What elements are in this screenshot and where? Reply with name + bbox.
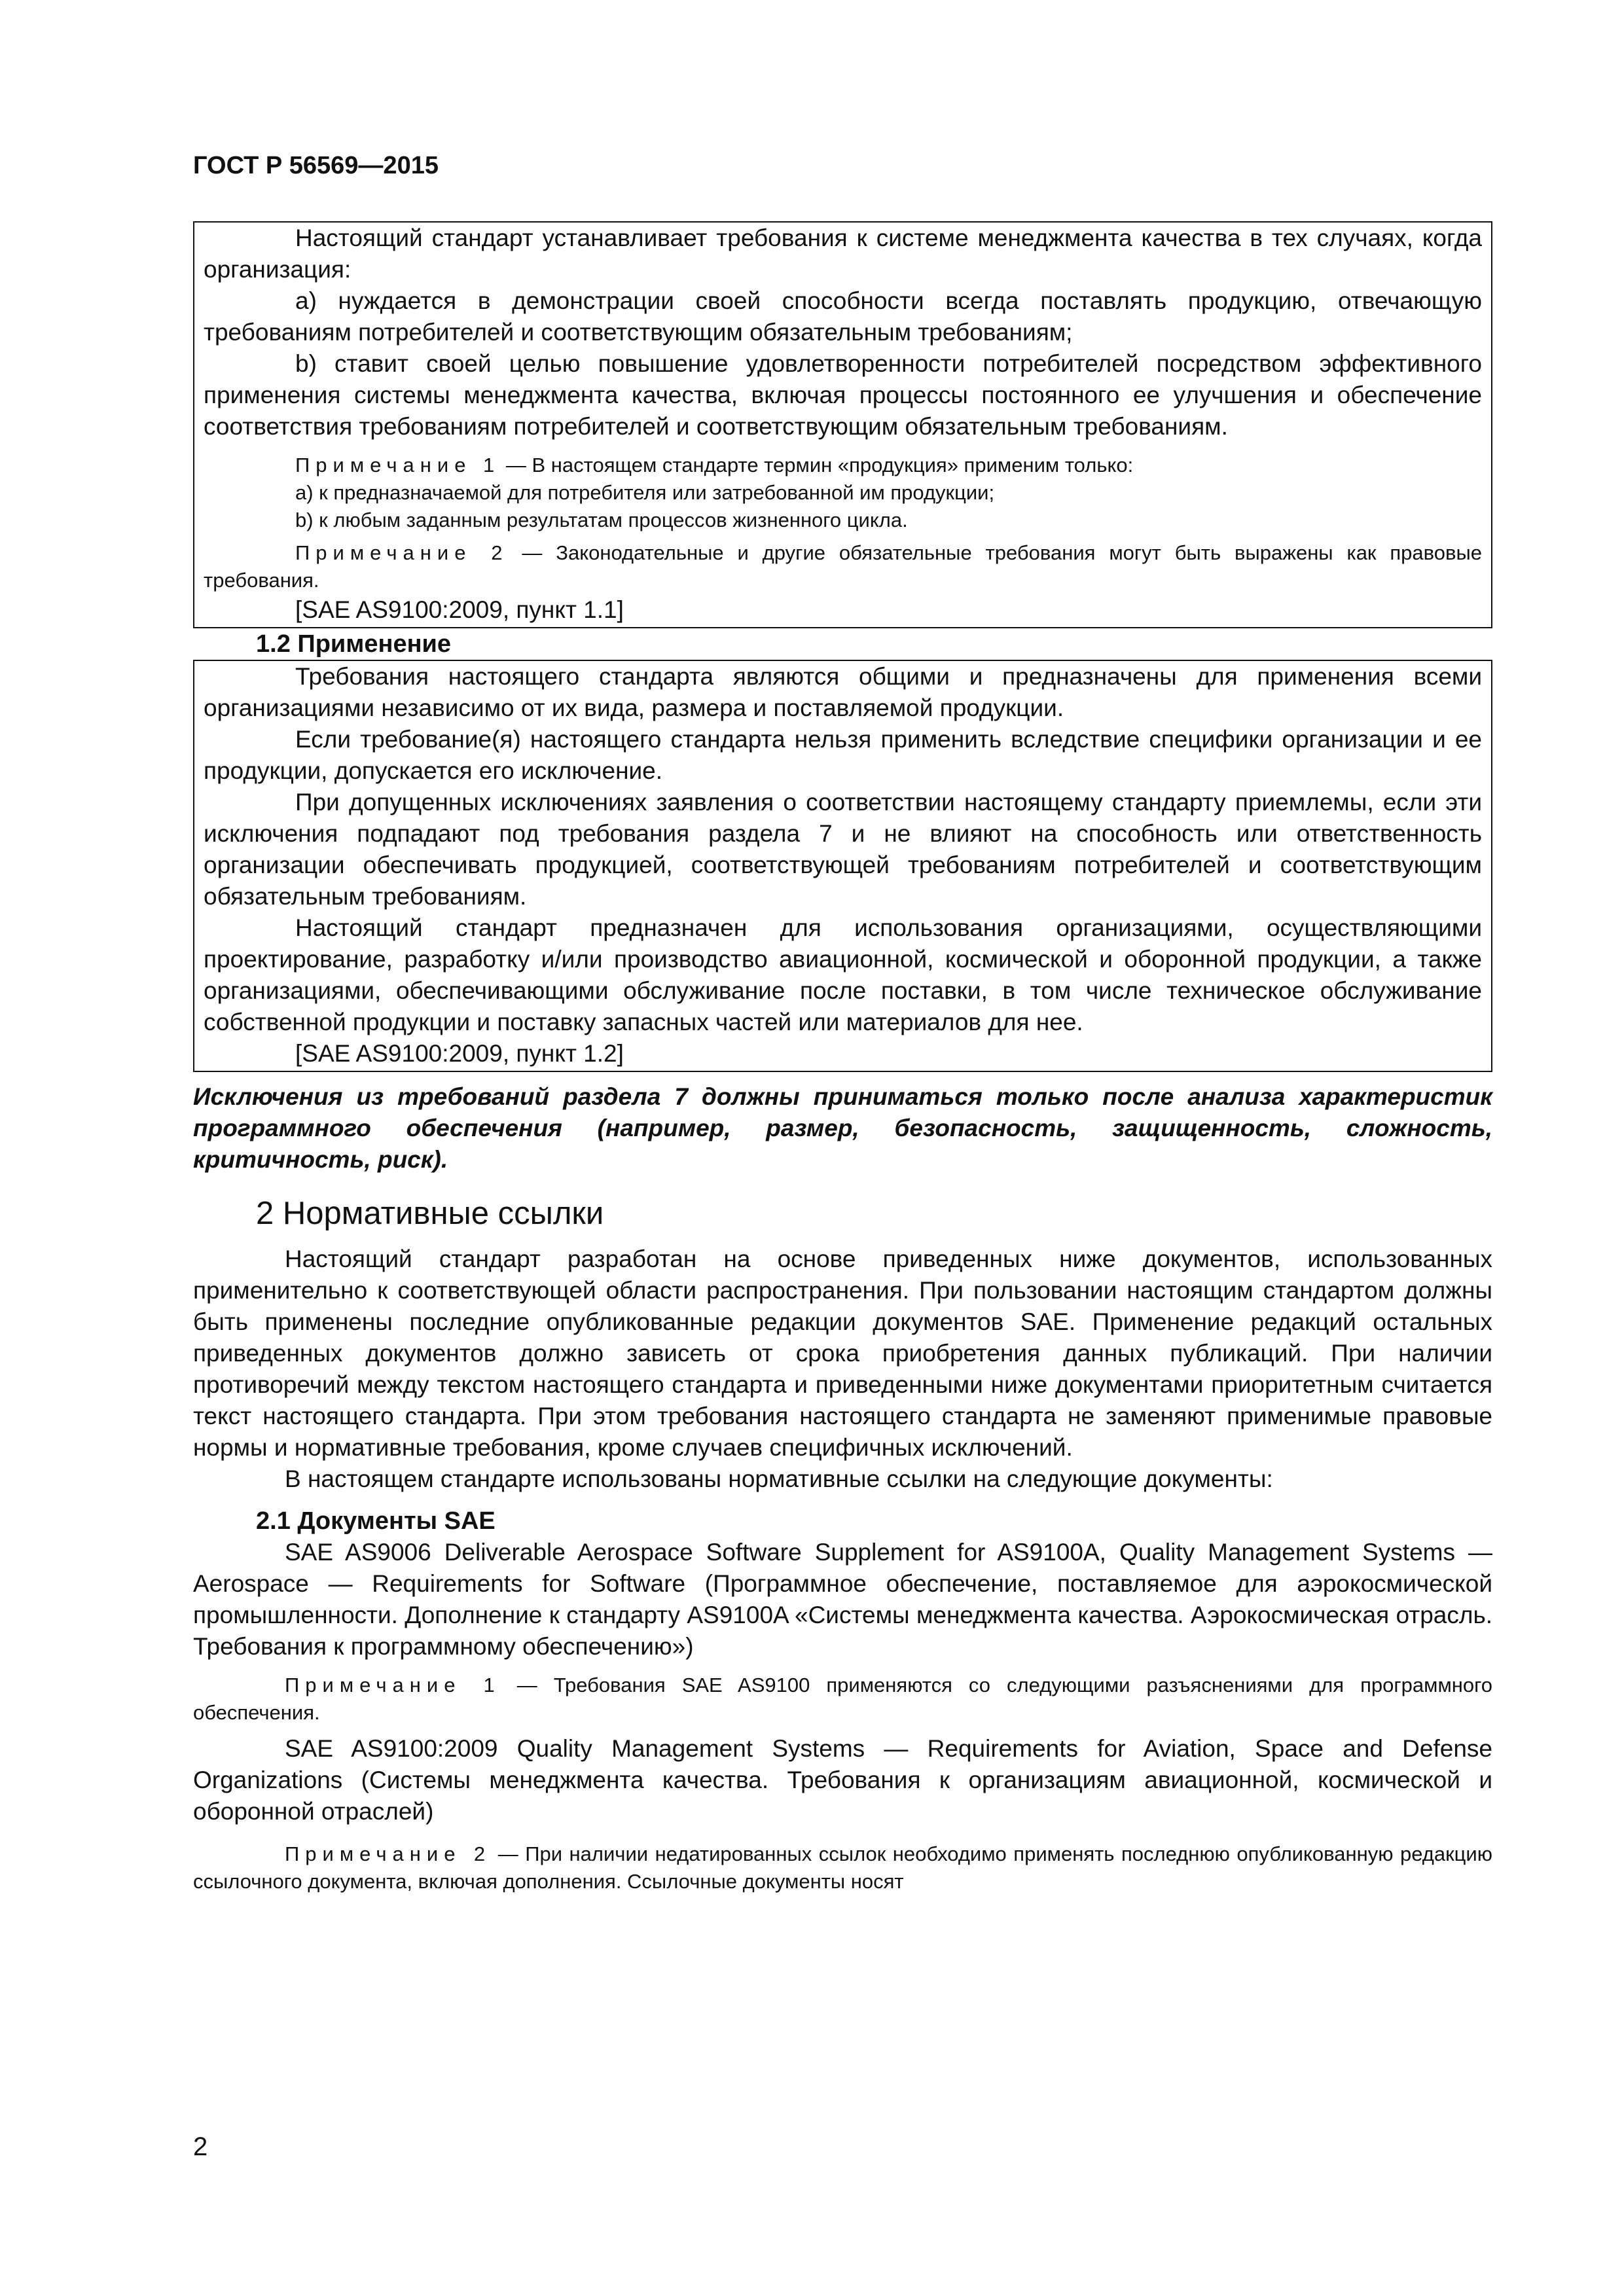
- software-exclusions-note: Исключения из требований раздела 7 должны приниматься только после анализа характеристик программного обеспечения (например, размер, безопасность, защищенность, сложность, критичность, риск).: [193, 1083, 1492, 1173]
- scope-intro: Настоящий стандарт устанавливает требования к системе менеджмента качества в тех случаях, когда организация:: [204, 224, 1482, 283]
- normative-refs-paragraph-2: В настоящем стандарте использованы нормативные ссылки на следующие документы:: [285, 1465, 1273, 1492]
- note-1-text: — В настоящем стандарте термин «продукция» применим только:: [500, 454, 1134, 476]
- note-1-label: Примечание 1: [295, 454, 501, 476]
- sae-note-2-text: — При наличии недатированных ссылок необходимо применять последнюю опубликованную редакцию ссылочного документа, включая дополнения. Ссылочные документы носят: [193, 1842, 1492, 1893]
- page-content: [193, 221, 1492, 1902]
- scope-note-1: [204, 452, 1482, 479]
- scope-note-1-item-b: b) к любым заданным результатам процессов жизненного цикла.: [295, 509, 908, 531]
- application-paragraph-1: Требования настоящего стандарта являются общими и предназначены для применения всеми организациями независимо от их вида, размера и поставляемой продукции.: [204, 663, 1482, 721]
- note-2-label: Примечание 2: [295, 541, 509, 564]
- scope-note-2: [204, 539, 1482, 594]
- scope-reference: [SAE AS9100:2009, пункт 1.1]: [295, 596, 624, 623]
- section-2-heading: 2 Нормативные ссылки: [256, 1196, 604, 1231]
- sae-note-2-label: Примечание 2: [285, 1842, 492, 1865]
- quoted-box-application: [193, 660, 1492, 1072]
- sae-as9006-reference: SAE AS9006 Deliverable Aerospace Software Supplement for AS9100A, Quality Management Systems — Aerospace — Requirements for Software (Программное обеспечение, поставляемое для аэрокосмической промышленности. Дополнение к стандарту AS9100A «Системы менеджмента качества. Аэрокосмическая отрасль. Требования к программному обеспечению»): [193, 1539, 1492, 1660]
- scope-item-b: b) ставит своей целью повышение удовлетворенности потребителей посредством эффективного применения системы менеджмента качества, включая процессы постоянного ее улучшения и обеспечение соответствия требованиям потребителей и соответствующим обязательным требованиям.: [204, 350, 1482, 440]
- section-1-2-heading: 1.2 Применение: [256, 630, 452, 658]
- scope-item-a: а) нуждается в демонстрации своей способности всегда поставлять продукцию, отвечающую требованиям потребителей и соответствующим обязательным требованиям;: [204, 287, 1482, 346]
- application-paragraph-2: Если требование(я) настоящего стандарта нельзя применить вследствие специфики организации и ее продукции, допускается его исключение.: [204, 726, 1482, 784]
- sae-note-1: [193, 1672, 1492, 1727]
- note-2-text: — Законодательные и другие обязательные требования могут быть выражены как правовые требования.: [204, 541, 1482, 592]
- quoted-box-scope: [193, 221, 1492, 628]
- application-paragraph-3: При допущенных исключениях заявления о соответствии настоящему стандарту приемлемы, если эти исключения подпадают под требования раздела 7 и не влияют на способность или ответственность организации обеспечивать продукцией, соответствующей требованиям потребителей и соответствующим обязательным требованиям.: [204, 789, 1482, 910]
- application-reference: [SAE AS9100:2009, пункт 1.2]: [295, 1040, 624, 1067]
- sae-note-1-label: Примечание 1: [285, 1674, 501, 1696]
- application-paragraph-4: Настоящий стандарт предназначен для использования организациями, осуществляющими проектирование, разработку и/или производство авиационной, космической и оборонной продукции, а также организациями, обеспечивающими обслуживание после поставки, в том числе техническое обслуживание собственной продукции и поставку запасных частей или материалов для нее.: [204, 914, 1482, 1035]
- normative-refs-paragraph-1: Настоящий стандарт разработан на основе приведенных ниже документов, использованных применительно к соответствующей области распространения. При пользовании настоящим стандартом должны быть применены последние опубликованные редакции документов SAE. Применение редакций остальных приведенных документов должно зависеть от срока приобретения данных публикаций. При наличии противоречий между текстом настоящего стандарта и приведенными ниже документами приоритетным считается текст настоящего стандарта. При этом требования настоящего стандарта не заменяют применимые правовые нормы и нормативные требования, кроме случаев специфичных исключений.: [193, 1246, 1492, 1461]
- scope-note-1-item-a: а) к предназначаемой для потребителя или затребованной им продукции;: [295, 481, 995, 504]
- sae-note-2: [193, 1840, 1492, 1895]
- page-number: 2: [193, 2132, 208, 2161]
- standard-id-header: ГОСТ Р 56569—2015: [193, 152, 439, 179]
- sae-note-1-text: — Требования SAE AS9100 применяются со следующими разъяснениями для программного обеспечения.: [193, 1674, 1492, 1724]
- sae-as9100-reference: SAE AS9100:2009 Quality Management Systems — Requirements for Aviation, Space and Defense Organizations (Системы менеджмента качества. Требования к организациям авиационной, космической и оборонной отраслей): [193, 1735, 1492, 1825]
- section-2-1-heading: 2.1 Документы SAE: [256, 1507, 496, 1535]
